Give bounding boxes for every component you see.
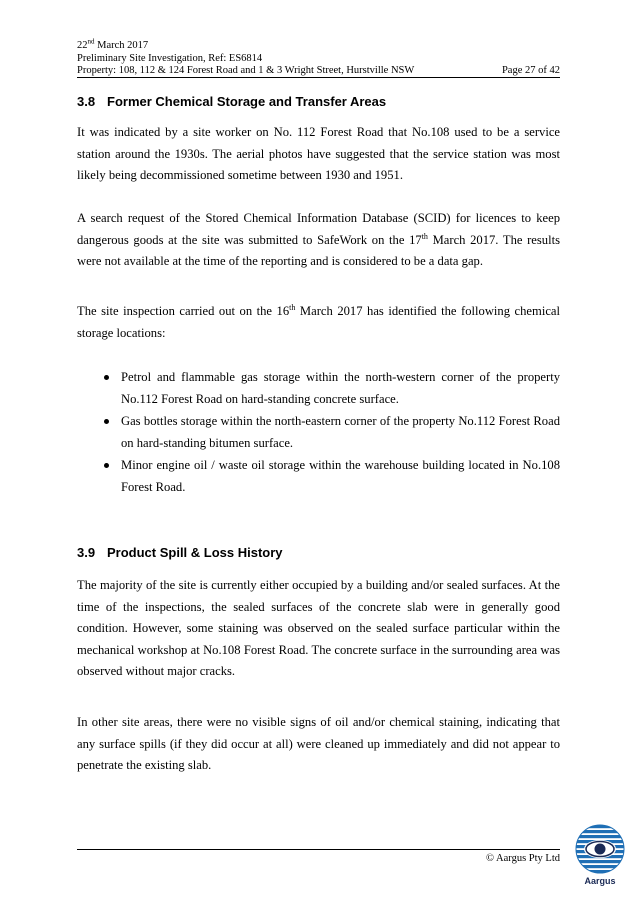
- section-heading-3-8: 3.8 Former Chemical Storage and Transfer Areas: [77, 94, 387, 109]
- page-number: Page 27 of 42: [501, 65, 560, 76]
- paragraph-other-areas: In other site areas, there were no visible signs of oil and/or chemical staining, indicating that any surface spills (if they did occur at all) were cleaned up immediately and did not appear to penetrate the existing slab.: [77, 715, 560, 772]
- header-report-title: Preliminary Site Investigation, Ref: ES6814: [77, 52, 263, 64]
- paragraph-service-station: It was indicated by a site worker on No. 112 Forest Road that No.108 used to be a service station around the 1930s. The aerial photos have suggested that the service station was most likely being decommissioned sometime between 1930 and 1951.: [77, 125, 560, 182]
- section-heading-3-9: 3.9 Product Spill & Loss History: [77, 545, 283, 560]
- list-item: Gas bottles storage within the north-eastern corner of the property No.112 Forest Road on hard-standing bitumen surface.: [77, 411, 560, 454]
- footer-divider: [77, 849, 560, 850]
- paragraph-scid-search: A search request of the Stored Chemical Information Database (SCID) for licences to keep dangerous goods at the site was submitted to SafeWork on the 17th March 2017. The results were not available at the time of the reporting and is considered to be a data gap.: [77, 211, 560, 268]
- header-date: 22nd March 2017: [77, 37, 149, 51]
- header-property-row: [77, 65, 560, 78]
- bullet-icon: [104, 463, 109, 468]
- list-item: Petrol and flammable gas storage within the north-western corner of the property No.112 Forest Road on hard-standing concrete surface.: [77, 367, 560, 410]
- page-header: [77, 37, 560, 78]
- logo-wordmark: Aargus: [584, 876, 616, 886]
- aargus-globe-logo-icon: [575, 822, 625, 884]
- footer-copyright: © Aargus Pty Ltd: [486, 853, 560, 864]
- paragraph-site-inspection: The site inspection carried out on the 16th March 2017 has identified the following chemical storage locations:: [77, 302, 560, 340]
- header-property: Property: 108, 112 & 124 Forest Road and 1 & 3 Wright Street, Hurstville NSW: [77, 65, 415, 76]
- chemical-storage-list: [77, 367, 560, 499]
- list-item: Minor engine oil / waste oil storage within the warehouse building located in No.108 Forest Road.: [77, 455, 560, 498]
- bullet-icon: [104, 419, 109, 424]
- paragraph-site-condition: The majority of the site is currently either occupied by a building and/or sealed surfaces. At the time of the inspections, the sealed surfaces of the concrete slab were in generally good condition. However, some staining was observed on the sealed surface particular within the mechanical workshop at No.108 Forest Road. The concrete surface in the surrounding area was observed without major cracks.: [77, 578, 560, 678]
- bullet-icon: [104, 375, 109, 380]
- header-divider: [77, 77, 560, 78]
